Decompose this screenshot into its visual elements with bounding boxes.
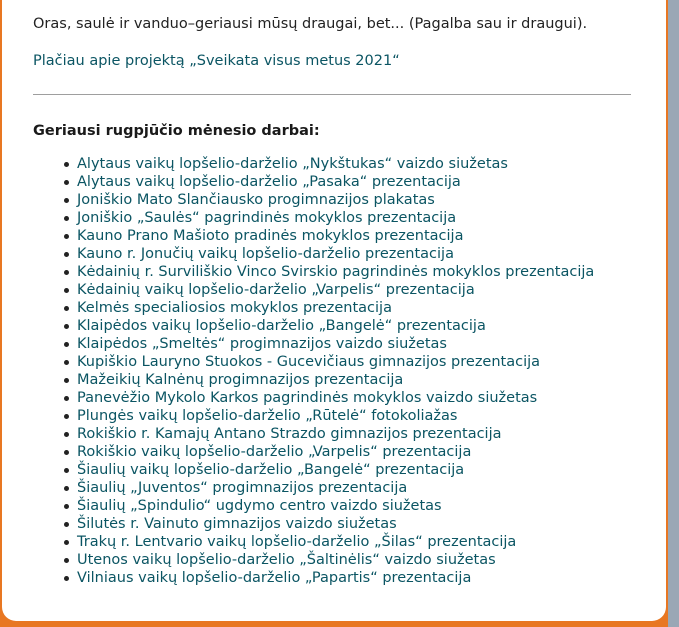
bullet-icon [64, 432, 69, 437]
bullet-icon [64, 306, 69, 311]
list-item [77, 299, 594, 317]
work-link[interactable]: Šilutės r. Vainuto gimnazijos vaizdo siužetas [77, 516, 397, 532]
work-link[interactable]: Joniškio „Saulės“ pagrindinės mokyklos prezentacija [77, 210, 457, 226]
list-item [77, 245, 594, 263]
work-link[interactable]: Šiaulių „Juventos“ progimnazijos prezentacija [77, 480, 408, 496]
work-link[interactable]: Alytaus vaikų lopšelio-darželio „Pasaka“ prezentacija [77, 174, 461, 190]
list-item [77, 407, 594, 425]
list-item [77, 155, 594, 173]
work-link[interactable]: Klaipėdos vaikų lopšelio-darželio „Bangelė“ prezentacija [77, 318, 486, 334]
work-link[interactable]: Rokiškio r. Kamajų Antano Strazdo gimnazijos prezentacija [77, 426, 502, 442]
works-list [2, 155, 594, 587]
work-link[interactable]: Kupiškio Lauryno Stuokos - Gucevičiaus gimnazijos prezentacija [77, 354, 541, 370]
list-item [77, 461, 594, 479]
work-link[interactable]: Utenos vaikų lopšelio-darželio „Šaltinėlis“ vaizdo siužetas [77, 552, 496, 568]
work-link[interactable]: Klaipėdos „Smeltės“ progimnazijos vaizdo siužetas [77, 336, 447, 352]
bullet-icon [64, 540, 69, 545]
bullet-icon [64, 486, 69, 491]
work-link[interactable]: Plungės vaikų lopšelio-darželio „Rūtelė“ fotokoliažas [77, 408, 458, 424]
bullet-icon [64, 576, 69, 581]
bullet-icon [64, 198, 69, 203]
work-link[interactable]: Rokiškio vaikų lopšelio-darželio „Varpelis“ prezentacija [77, 444, 472, 460]
bullet-icon [64, 468, 69, 473]
list-item [77, 353, 594, 371]
project-link[interactable]: Plačiau apie projektą „Sveikata visus metus 2021“ [33, 53, 400, 69]
work-link[interactable]: Mažeikių Kalnėnų progimnazijos prezentacija [77, 372, 404, 388]
bullet-icon [64, 558, 69, 563]
work-link[interactable]: Trakų r. Lentvario vaikų lopšelio-darželio „Šilas“ prezentacija [77, 534, 517, 550]
bullet-icon [64, 252, 69, 257]
work-link[interactable]: Panevėžio Mykolo Karkos pagrindinės mokyklos vaizdo siužetas [77, 390, 538, 406]
bullet-icon [64, 324, 69, 329]
scrollbar-track[interactable] [668, 0, 679, 627]
list-item [77, 443, 594, 461]
work-link[interactable]: Vilniaus vaikų lopšelio-darželio „Papartis“ prezentacija [77, 570, 472, 586]
work-link[interactable]: Kauno r. Jonučių vaikų lopšelio-darželio prezentacija [77, 246, 454, 262]
work-link[interactable]: Kėdainių r. Surviliškio Vinco Svirskio pagrindinės mokyklos prezentacija [77, 264, 595, 280]
list-item [77, 191, 594, 209]
bullet-icon [64, 450, 69, 455]
work-link[interactable]: Šiaulių vaikų lopšelio-darželio „Bangelė“ prezentacija [77, 462, 465, 478]
work-link[interactable]: Joniškio Mato Slančiausko progimnazijos plakatas [77, 192, 435, 208]
bullet-icon [64, 216, 69, 221]
list-item [77, 263, 594, 281]
list-item [77, 569, 594, 587]
list-item [77, 173, 594, 191]
bullet-icon [64, 522, 69, 527]
section-heading: Geriausi rugpjūčio mėnesio darbai: [33, 123, 320, 139]
divider [33, 94, 631, 95]
bullet-icon [64, 504, 69, 509]
list-item [77, 479, 594, 497]
list-item [77, 227, 594, 245]
list-item [77, 551, 594, 569]
list-item [77, 317, 594, 335]
work-link[interactable]: Kėdainių vaikų lopšelio-darželio „Varpelis“ prezentacija [77, 282, 475, 298]
bullet-icon [64, 378, 69, 383]
bullet-icon [64, 180, 69, 185]
work-link[interactable]: Kelmės specialiosios mokyklos prezentacija [77, 300, 392, 316]
list-item [77, 425, 594, 443]
bullet-icon [64, 162, 69, 167]
list-item [77, 533, 594, 551]
list-item [77, 371, 594, 389]
work-link[interactable]: Alytaus vaikų lopšelio-darželio „Nykštukas“ vaizdo siužetas [77, 156, 508, 172]
content-card [2, 0, 666, 621]
work-link[interactable]: Kauno Prano Mašioto pradinės mokyklos prezentacija [77, 228, 464, 244]
bullet-icon [64, 234, 69, 239]
intro-text: Oras, saulė ir vanduo–geriausi mūsų draugai, bet... (Pagalba sau ir draugui). [33, 16, 588, 32]
bullet-icon [64, 414, 69, 419]
bullet-icon [64, 270, 69, 275]
bullet-icon [64, 360, 69, 365]
list-item [77, 335, 594, 353]
bullet-icon [64, 288, 69, 293]
list-item [77, 209, 594, 227]
list-item [77, 389, 594, 407]
bullet-icon [64, 396, 69, 401]
work-link[interactable]: Šiaulių „Spindulio“ ugdymo centro vaizdo siužetas [77, 498, 442, 514]
bullet-icon [64, 342, 69, 347]
list-item [77, 281, 594, 299]
list-item [77, 515, 594, 533]
list-item [77, 497, 594, 515]
